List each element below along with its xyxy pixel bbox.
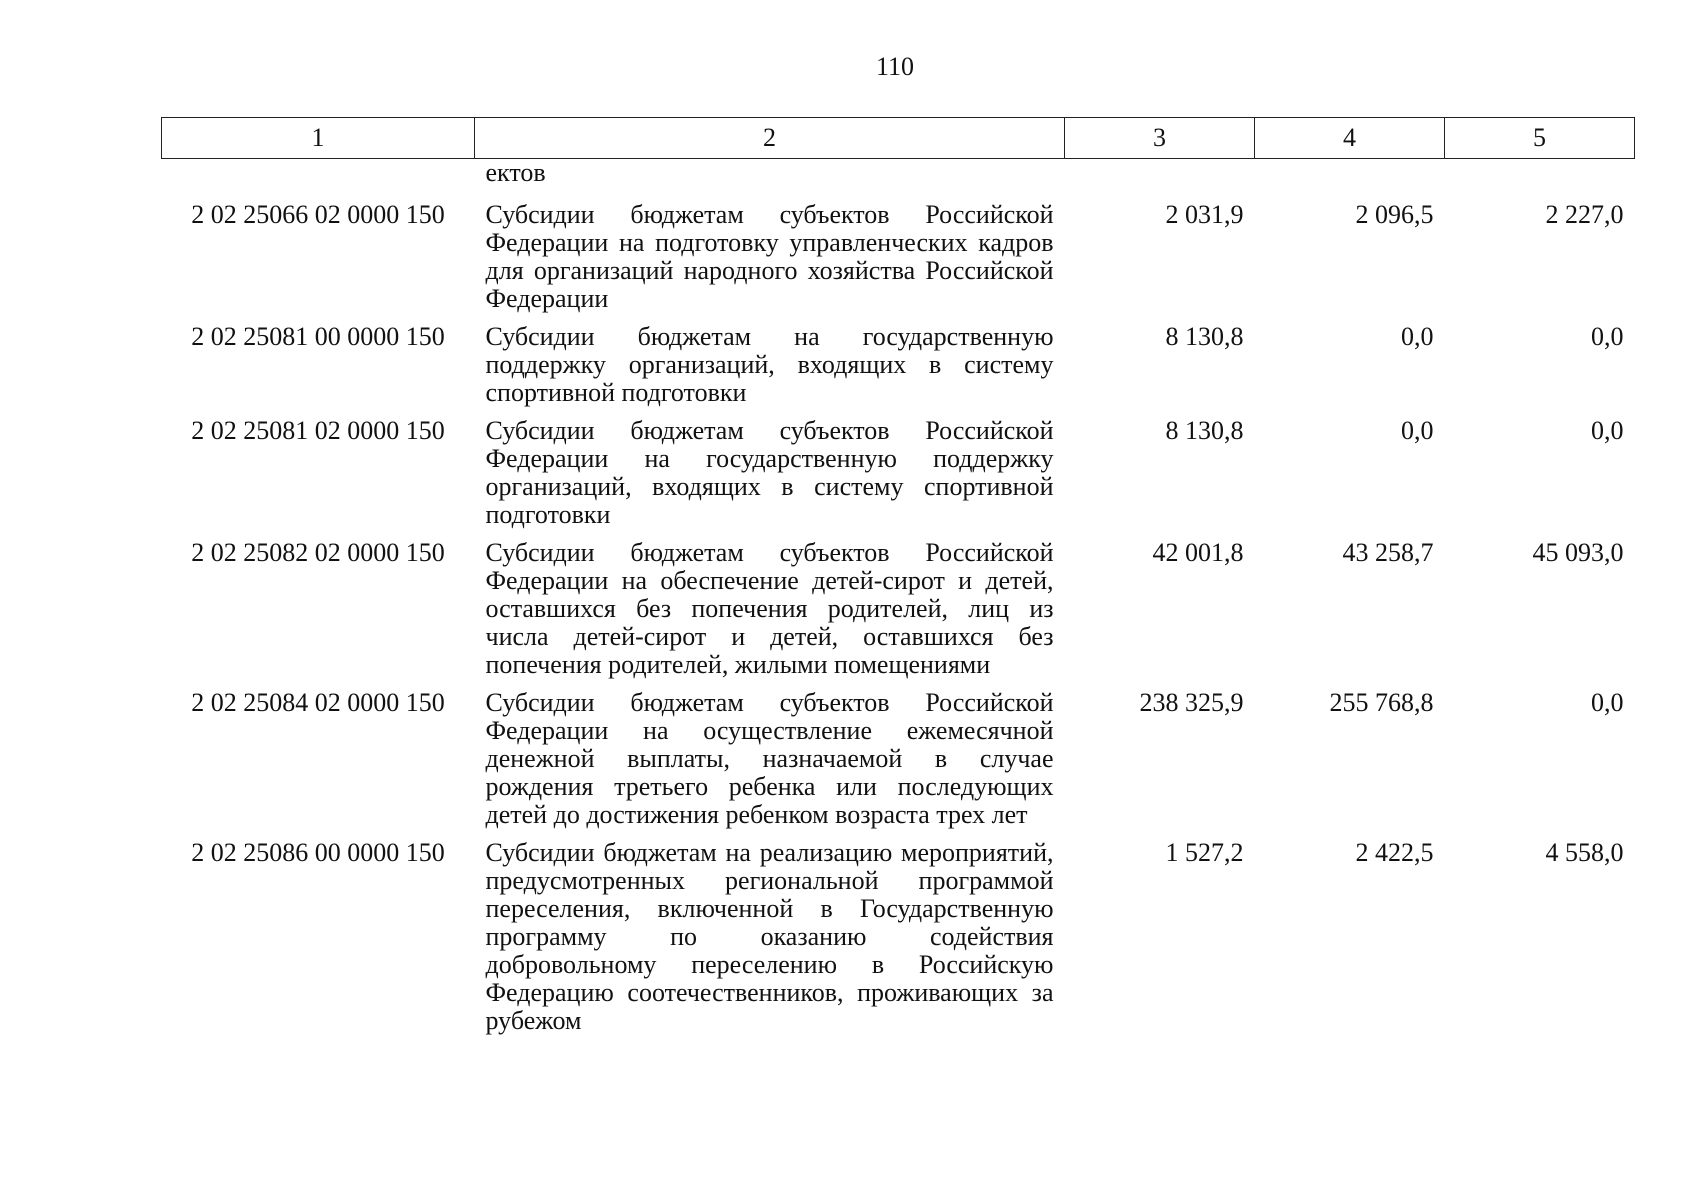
value-col-3: 8 130,8 xyxy=(1165,322,1244,351)
description: Субсидии бюджетам на государственную поддержку организаций, входящих в систему спортивной подготовки xyxy=(485,322,1054,407)
value-col-5: 0,0 xyxy=(1591,322,1624,351)
value-col-4: 0,0 xyxy=(1401,322,1434,351)
table-header xyxy=(162,118,1635,159)
table-row xyxy=(162,201,1635,323)
value-col-4: 2 422,5 xyxy=(1355,838,1434,867)
table-body xyxy=(162,159,1635,1046)
budget-table xyxy=(161,117,1635,1045)
value-col-4: 43 258,7 xyxy=(1342,538,1434,567)
budget-code: 2 02 25086 00 0000 150 xyxy=(191,838,445,867)
table-row xyxy=(162,539,1635,689)
value-col-4: 2 096,5 xyxy=(1355,200,1434,229)
description: Субсидии бюджетам субъектов Российской Федерации на обеспечение детей-сирот и детей, оставшихся без попечения родителей, лиц из числа детей-сирот и детей, оставшихся без попечения родителей, жилыми помещениями xyxy=(485,538,1054,679)
header-row xyxy=(162,118,1635,159)
description: Субсидии бюджетам субъектов Российской Федерации на осуществление ежемесячной денежной выплаты, назначаемой в случае рождения третьего ребенка или последующих детей до достижения ребенком возраста трех лет xyxy=(485,688,1054,829)
budget-code: 2 02 25081 00 0000 150 xyxy=(191,322,445,351)
column-header-2: 2 xyxy=(475,118,1065,159)
budget-code: 2 02 25081 02 0000 150 xyxy=(191,416,445,445)
value-col-5: 0,0 xyxy=(1591,416,1624,445)
table-row xyxy=(162,323,1635,417)
budget-code: 2 02 25066 02 0000 150 xyxy=(191,200,445,229)
value-col-3: 42 001,8 xyxy=(1152,538,1244,567)
value-col-3: 2 031,9 xyxy=(1165,200,1244,229)
value-col-3: 1 527,2 xyxy=(1165,838,1244,867)
column-header-4: 4 xyxy=(1255,118,1445,159)
value-col-4: 255 768,8 xyxy=(1329,688,1434,717)
page-number: 110 xyxy=(875,52,915,81)
value-col-5: 4 558,0 xyxy=(1545,838,1624,867)
column-header-3: 3 xyxy=(1065,118,1255,159)
value-col-5: 45 093,0 xyxy=(1532,538,1624,567)
value-col-5: 0,0 xyxy=(1591,688,1624,717)
continuation-row xyxy=(162,159,1635,202)
table-row xyxy=(162,689,1635,839)
table-row xyxy=(162,417,1635,539)
column-header-5: 5 xyxy=(1445,118,1635,159)
value-col-5: 2 227,0 xyxy=(1545,200,1624,229)
description: Субсидии бюджетам субъектов Российской Федерации на государственную поддержку организаций, входящих в систему спортивной подготовки xyxy=(485,416,1054,529)
value-col-3: 8 130,8 xyxy=(1165,416,1244,445)
budget-code: 2 02 25082 02 0000 150 xyxy=(191,538,445,567)
table-row xyxy=(162,839,1635,1045)
value-col-3: 238 325,9 xyxy=(1139,688,1244,717)
description: Субсидии бюджетам субъектов Российской Федерации на подготовку управленческих кадров для организаций народного хозяйства Российской Федерации xyxy=(485,200,1054,313)
description: Субсидии бюджетам на реализацию мероприятий, предусмотренных региональной программой переселения, включенной в Государственную программу по оказанию содействия добровольному переселению в Российскую Федерацию соотечественников, проживающих за рубежом xyxy=(485,838,1054,1035)
continued-text: ектов xyxy=(485,158,546,187)
budget-code: 2 02 25084 02 0000 150 xyxy=(191,688,445,717)
column-header-1: 1 xyxy=(162,118,475,159)
value-col-4: 0,0 xyxy=(1401,416,1434,445)
